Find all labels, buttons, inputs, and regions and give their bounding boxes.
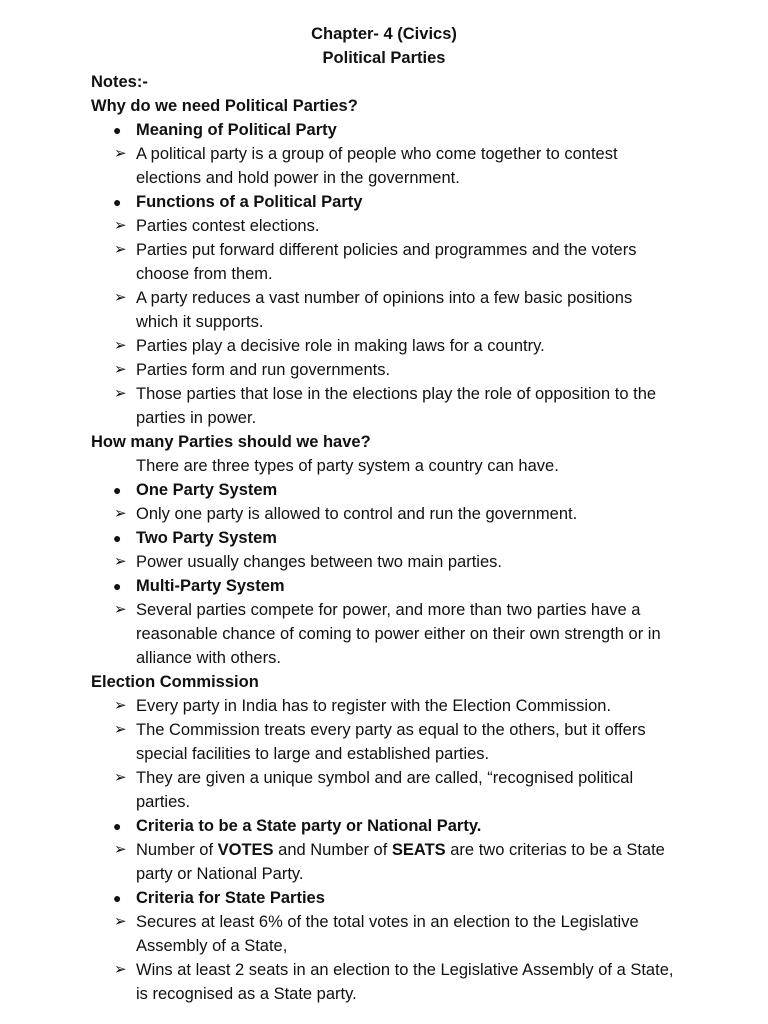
arrow-item <box>0 142 768 190</box>
bullet-icon: ● <box>113 194 122 210</box>
arrow-item <box>0 550 768 574</box>
document-page <box>0 22 768 1006</box>
arrow-bullet-icon: ➢ <box>114 505 127 522</box>
bullet-icon: ● <box>113 482 122 498</box>
arrow-bullet-icon: ➢ <box>114 337 127 354</box>
bullet-item <box>0 814 768 838</box>
subheading-meaning: Meaning of Political Party <box>136 121 337 139</box>
arrow-bullet-icon: ➢ <box>114 385 127 402</box>
arrow-bullet-icon: ➢ <box>114 601 127 618</box>
criteria-text <box>136 838 676 886</box>
arrow-item <box>0 238 768 286</box>
intro-text: There are three types of party system a country can have. <box>136 457 559 475</box>
seats-keyword: SEATS <box>391 841 446 859</box>
bullet-icon: ● <box>113 818 122 834</box>
arrow-bullet-icon: ➢ <box>114 841 127 858</box>
bullet-item <box>0 478 768 502</box>
arrow-item <box>0 766 768 814</box>
arrow-item <box>0 382 768 430</box>
bullet-icon: ● <box>113 122 122 138</box>
section-heading-election-commission: Election Commission <box>91 673 259 691</box>
meaning-text: A political party is a group of people who come together to contest elections and hold power in the government. <box>136 145 618 187</box>
bullet-icon: ● <box>113 530 122 546</box>
arrow-item <box>0 502 768 526</box>
arrow-item <box>0 358 768 382</box>
bullet-icon: ● <box>113 578 122 594</box>
criteria-text-part: are two criterias to be a State party or National Party. <box>136 841 665 883</box>
arrow-item <box>0 214 768 238</box>
subheading-two-party: Two Party System <box>136 529 277 547</box>
arrow-item <box>0 694 768 718</box>
arrow-bullet-icon: ➢ <box>114 961 127 978</box>
arrow-bullet-icon: ➢ <box>114 361 127 378</box>
subheading-multi-party: Multi-Party System <box>136 577 285 595</box>
function-text: Those parties that lose in the elections play the role of opposition to the parties in power. <box>136 385 657 427</box>
function-text: Parties form and run governments. <box>136 361 391 379</box>
multi-party-text: Several parties compete for power, and more than two parties have a reasonable chance of coming to power either on their own strength or in alliance with others. <box>136 601 661 667</box>
arrow-bullet-icon: ➢ <box>114 145 127 162</box>
arrow-item <box>0 286 768 334</box>
bullet-icon: ● <box>113 890 122 906</box>
function-text: Parties put forward different policies and programmes and the voters choose from them. <box>136 241 637 283</box>
subheading-one-party: One Party System <box>136 481 278 499</box>
criteria-text-part: and Number of <box>273 841 392 859</box>
state-criteria-text: Secures at least 6% of the total votes in an election to the Legislative Assembly of a State, <box>136 913 639 955</box>
arrow-bullet-icon: ➢ <box>114 289 127 306</box>
arrow-item <box>0 958 768 1006</box>
one-party-text: Only one party is allowed to control and run the government. <box>136 505 578 523</box>
commission-point: Every party in India has to register with the Election Commission. <box>136 697 612 715</box>
subheading-criteria: Criteria to be a State party or National Party. <box>136 817 482 835</box>
bullet-item <box>0 574 768 598</box>
arrow-item <box>0 910 768 958</box>
votes-keyword: VOTES <box>217 841 274 859</box>
subheading-functions: Functions of a Political Party <box>136 193 363 211</box>
commission-point: The Commission treats every party as equal to the others, but it offers special facilities to large and established parties. <box>136 721 646 763</box>
state-criteria-text: Wins at least 2 seats in an election to the Legislative Assembly of a State, is recognised as a State party. <box>136 961 674 1003</box>
arrow-bullet-icon: ➢ <box>114 553 127 570</box>
page-title: Political Parties <box>322 49 446 67</box>
arrow-bullet-icon: ➢ <box>114 697 127 714</box>
arrow-bullet-icon: ➢ <box>114 241 127 258</box>
section-heading-why: Why do we need Political Parties? <box>91 97 358 115</box>
subheading-state-criteria: Criteria for State Parties <box>136 889 325 907</box>
arrow-item <box>0 334 768 358</box>
chapter-label: Chapter- 4 (Civics) <box>311 25 457 43</box>
notes-label: Notes:- <box>91 73 148 91</box>
bullet-item <box>0 190 768 214</box>
bullet-item <box>0 526 768 550</box>
criteria-text-part: Number of <box>136 841 218 859</box>
function-text: Parties contest elections. <box>136 217 320 235</box>
arrow-bullet-icon: ➢ <box>114 913 127 930</box>
arrow-item <box>0 598 768 670</box>
function-text: A party reduces a vast number of opinions into a few basic positions which it supports. <box>136 289 633 331</box>
section-heading-how-many: How many Parties should we have? <box>91 433 371 451</box>
bullet-item <box>0 886 768 910</box>
function-text: Parties play a decisive role in making laws for a country. <box>136 337 545 355</box>
bullet-item <box>0 118 768 142</box>
arrow-item <box>0 718 768 766</box>
commission-point: They are given a unique symbol and are called, “recognised political parties. <box>136 769 634 811</box>
arrow-bullet-icon: ➢ <box>114 721 127 738</box>
arrow-item <box>0 838 768 886</box>
arrow-bullet-icon: ➢ <box>114 217 127 234</box>
arrow-bullet-icon: ➢ <box>114 769 127 786</box>
two-party-text: Power usually changes between two main parties. <box>136 553 502 571</box>
